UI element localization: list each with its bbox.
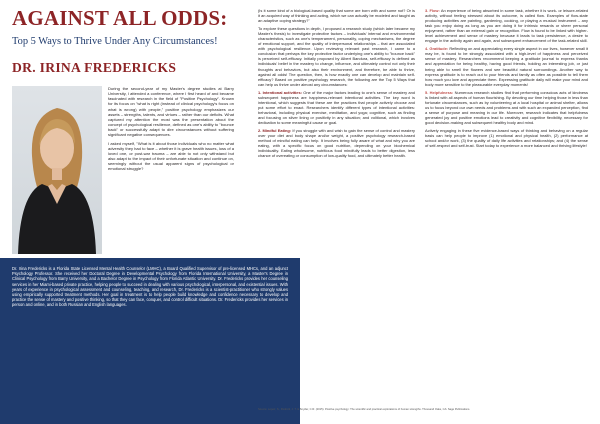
tip-text: Numerous research studies find that performing conscious acts of kindness is linked with all aspects of human flourishing. By devoting our time helping those in less than fortunate circumstances, such as by volunteering at a local hospital or animal shelter, allows us to focus beyond our own needs and problems and with such an expanded perception, find a sense of purpose and meaning in our life. Moreover, research indicates that helpfulness generated joy and positive emotions lead to creativity and cognitive flexibility, necessary for good decision-making and subsequent healthy body and mind. <box>425 89 588 125</box>
tip-flow <box>425 8 588 43</box>
closing-paragraph: Actively engaging in these five evidence-based ways of thinking and behaving on a regular basis can help people to improve (1) emotional and physical health, (2) performance at school and/or work, (3) the quality of daily life activities and relationships; and (4) the sense of self-respect and self-trust. Start today to experience a more balanced and thriving lifestyle! <box>425 128 588 149</box>
article-column-3 <box>425 8 588 151</box>
author-name: DR. IRINA FREDERICKS <box>12 60 177 75</box>
author-bio-text: Dr. Irina Fredericks is a Florida State Licensed Mental Health Counselor (LMHC), a Board Qualified Supervisor of pre-licensed MHCs, and an adjunct Psychology Professor. She received her Doctoral Degree in Developmental Psychology from Florida International University, a Master's Degree in Clinical Psychology from Barry University, and a Bachelor Degree in Psychology from Florida Atlantic University. Dr. Fredericks provides her counseling services in her Miami-based private practice, helping people to succeed in dealing with various psychological, interpersonal, and existential issues. With years of experience in psychological assessment and counseling, teaching, and research, Dr. Fredericks is a scientist-practitioner who strongly values using empirically supported treatment methods. Her goal in treatment is to help people build knowledge and confidence necessary to develop and practice the sense of mastery and positive thinking, so that they can face, conquer, and control difficult situations. Dr. Fredericks provides her services in person and online, and in both Russian and English languages. <box>12 266 288 308</box>
body-paragraph: (Is it some kind of a biological-based quality that some are born with and some not? Or is it an acquired way of thinking and acting, which we can actually be modeled and taught as an adaptive coping strategy?" <box>258 8 415 24</box>
tip-helpfulness <box>425 90 588 125</box>
tip-heading: 1. Intentional activities: <box>258 89 302 95</box>
tip-text: An experience of being absorbed in some task, whether it is work- or leisure-related activity, without feeling stressed about its outcome, is called flow. Examples of flow-state producing activities are painting, gardening, cooking, or playing a musical instrument – any task you enjoy doing as long as you are doing it for intrinsic rewards or sheer personal enjoyment, rather than an external gain or recognition. Flow is found to be linked with higher-level achievement and sense of mastery because it leads to task persistence, a desire to engage in the activity again and again, and subsequent enhancement of the task-related skill. <box>425 8 589 44</box>
author-photo <box>12 86 102 254</box>
author-bio-box <box>0 258 300 424</box>
tip-heading: 5. Helpfulness: <box>425 89 454 95</box>
tip-mindful-eating <box>258 128 415 158</box>
source-reference: Source: Lopez, S., Pedrotti, J. T. & Snyder, C.R. (2015). Positive psychology: The scientific and practical explorations of human strengths. Thousand Oaks, CA: Sage Publications. <box>258 408 471 411</box>
tip-heading: 3. Flow: <box>425 8 440 13</box>
tip-intentional-activities <box>258 90 415 125</box>
article-subtitle: Top 5 Ways to Thrive Under Any Circumstances! <box>12 36 218 47</box>
author-portrait-illustration <box>12 86 102 254</box>
body-paragraph: To explore these questions in depth, I proposed a research study (which later became my Master's thesis) to investigate protective factors – individuals' internal and environmental characteristics, such as one's temperament, personality, coping mechanisms, the degree of emotional support, and the quality of interpersonal relationships – that are associated with psychological resilience. Upon reviewing relevant past research, I came to a conclusion that perhaps the key protective factor underlying one's ability to "bounce back" is perceived self-efficacy. Initially proposed by Albert Bandura, self-efficacy is defined as individuals' belief in the mastery to change, influence, and ultimately control not only their thoughts and behaviors, but also their environment, and therefore, be able to thrive, against all odds! The question, then, is how exactly one can develop and maintain self-efficacy? Based on positive psychology research, the following are the Top 5 Ways that can help us thrive under almost any circumstances: <box>258 26 415 87</box>
intro-paragraph: I asked myself, "What is it about those individuals who no matter what adversity they had to face – whether it is grave health issues, loss of a loved one, or post-war trauma – are able to not only withstand but also adapt to the impact of their unfortunate situation and continue on, seemingly without the usual apparent signs of psychological or emotional struggle? <box>108 140 234 172</box>
article-column-2 <box>258 8 415 161</box>
article-title: AGAINST ALL ODDS: <box>12 6 228 30</box>
tip-heading: 2. Mindful Eating: <box>258 128 292 134</box>
intro-paragraph: During the second-year of my Master's degree studies at Barry University, I attended a conference, where I first heard of and became fascinated with research in the field of "Positive Psychology". Known for its focus on "what is right (instead of clinical psychology's focus on what is wrong) with people," positive psychology emphasizes our assets – strengths, talents, and virtues – rather than our deficits. What captured my attention the most was the presentation about the concept of psychological resilience, defined as one's ability to "bounce back" or successfully adapt to dire circumstances without suffering significant negative consequences. <box>108 86 234 138</box>
tip-text: If you struggle with and wish to gain the sense of control and mastery over your diet and body shape and/or weight, a positive psychology research-based method of mindful eating can help. It involves being fully aware of what and why you are eating, with a specific focus on good nutrition, depending on your biochemical individuality. Eating wholesome, nutritious food mindfully leads to better digestion, less chance of overeating or consumption of low-quality food, and ultimately better health. <box>258 128 415 159</box>
tip-heading: 4. Gratitude: <box>425 46 449 52</box>
intro-section <box>108 86 234 175</box>
tip-text: One of the major factors leading to one's sense of mastery and subsequent happiness are happiness-relevant intentional activities. The key word is intentional, which suggests that these are the practices that people actively choose and put some effort to enact. Researchers identify different types of intentional activities: behavioral, including physical exercise, meditation, and yoga; cognitive, such as finding and focusing on silver lining or positivity in any situation; and volitional, which involves dedication to some meaningful cause or goal. <box>258 89 415 125</box>
tip-gratitude <box>425 46 588 86</box>
tip-text: Reflecting on and appreciating every single aspect in our lives, however small it may be, is found to be strongly associated with a high-level of happiness and perceived sense of mastery. Researchers recommend keeping a gratitude journal to express thanks and appreciation for being healthy, having good friends, holding an interesting job, or just being able to smell the flowers and see beautiful natural surroundings. Another way to express gratitude is to reach out to your friends and family as often as possible to tell them how much you love and appreciate them. Expressing gratitude daily will make your mind and body more sensitive to the pleasurable everyday moments! <box>425 46 588 87</box>
